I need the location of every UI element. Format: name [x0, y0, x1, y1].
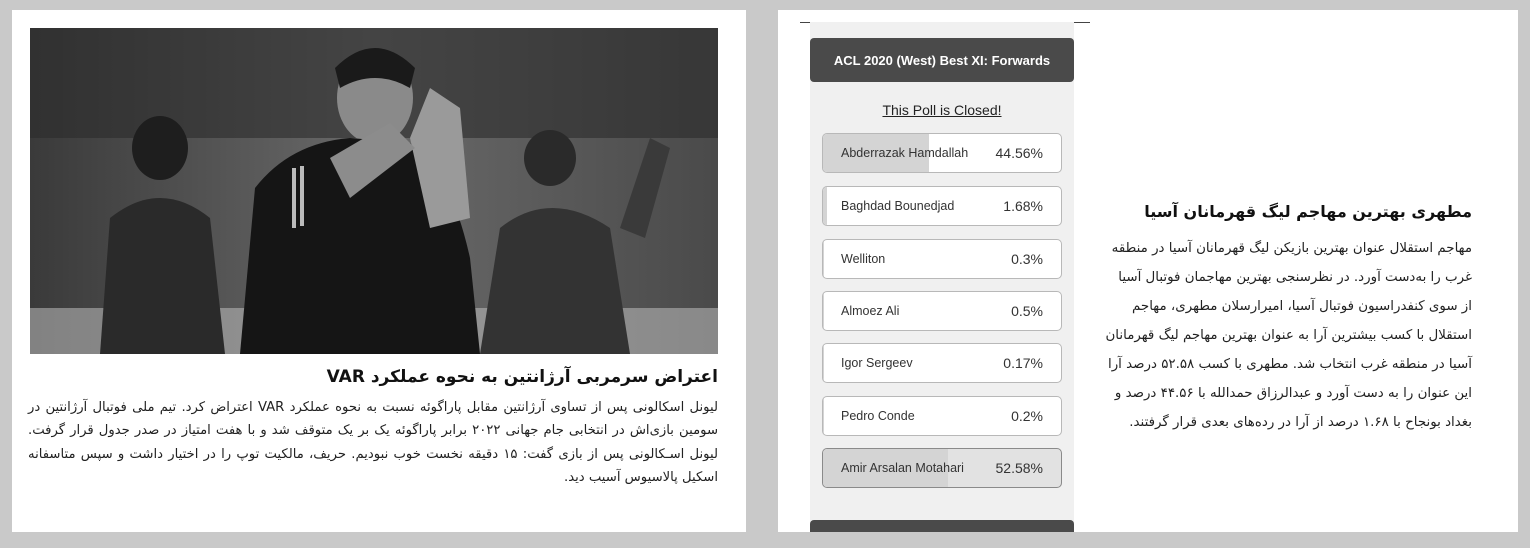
poll-option-name: Welliton — [841, 252, 886, 266]
news-body-text: لیونل اسکالونی پس از تساوی آرژانتین مقابل پاراگوئه نسبت به نحوه عملکرد VAR اعتراض کرد. تیم ملی فوتبال آرژانتین در سومین بازی‌اش در انتخابی جام جهانی ۲۰۲۲ برابر پاراگوئه یک بر یک متوقف شد و با هفت امتیاز در صدر جدول قرار گرفت. لیونل اسـکالونی پس از بازی گفت: ۱۵ دقیقه نخست خوب نبودیم. حریف، مالکیت توپ را در اختیار داشت و سپس متاسفانه اسکیل پالاسیوس آسیب دید. — [28, 400, 718, 486]
poll-option-percent: 0.5% — [1011, 303, 1043, 319]
side-headline: مطهری بهترین مهاجم لیگ قهرمانان آسیا — [1144, 202, 1472, 221]
poll-widget — [810, 22, 1074, 532]
poll-option[interactable] — [822, 186, 1062, 226]
poll-option[interactable] — [822, 133, 1062, 173]
poll-option-percent: 44.56% — [995, 145, 1043, 161]
poll-option-name: Pedro Conde — [841, 409, 915, 423]
right-article-panel — [778, 10, 1518, 532]
poll-option-name: Amir Arsalan Motahari — [841, 461, 964, 475]
poll-closed-link[interactable]: This Poll is Closed! — [882, 102, 1002, 118]
poll-option[interactable] — [822, 343, 1062, 383]
poll-option-percent: 0.3% — [1011, 251, 1043, 267]
coach-photo — [30, 28, 718, 354]
side-body-text: مهاجم استقلال عنوان بهترین بازیکن لیگ قهرمانان آسیا در منطقه غرب را به‌دست آورد. در نظرسنجی بهترین مهاجمان فوتبال آسیا از سوی کنفدراسیون فوتبال آسیا، امیرارسلان مطهری، مهاجم استقلال با کسب بیشترین آرا به عنوان بهترین مهاجم لیگ قهرمانان آسیا در منطقه غرب انتخاب شد. مطهری با کسب ۵۲.۵۸ درصد آرا این عنوان را به دست آورد و عبدالرزاق حمدالله با ۴۴.۵۶ درصد و بغداد بونجاح با ۱.۶۸ درصد از آرا در رده‌های بعدی قرار گرفتند. — [1105, 241, 1472, 430]
poll-option-percent: 52.58% — [995, 460, 1043, 476]
poll-option[interactable] — [822, 448, 1062, 488]
poll-option-name: Igor Sergeev — [841, 356, 913, 370]
poll-option-bar — [823, 240, 824, 278]
poll-option-percent: 1.68% — [1003, 198, 1043, 214]
poll-option[interactable] — [822, 291, 1062, 331]
poll-header: ACL 2020 (West) Best XI: Forwards — [810, 38, 1074, 82]
poll-option[interactable] — [822, 239, 1062, 279]
poll-option-percent: 0.2% — [1011, 408, 1043, 424]
coach-photo-image — [30, 28, 718, 354]
left-article-panel — [12, 10, 746, 532]
poll-option-name: Almoez Ali — [841, 304, 900, 318]
poll-footer-bar — [810, 520, 1074, 532]
poll-option-name: Baghdad Bounedjad — [841, 199, 955, 213]
poll-option-bar — [823, 187, 827, 225]
poll-option-name: Abderrazak Hamdallah — [841, 146, 969, 160]
news-headline: اعتراض سرمربی آرژانتین به نحوه عملکرد VAR — [326, 367, 718, 387]
poll-option-percent: 0.17% — [1003, 355, 1043, 371]
poll-option-bar — [823, 292, 824, 330]
poll-option[interactable] — [822, 396, 1062, 436]
